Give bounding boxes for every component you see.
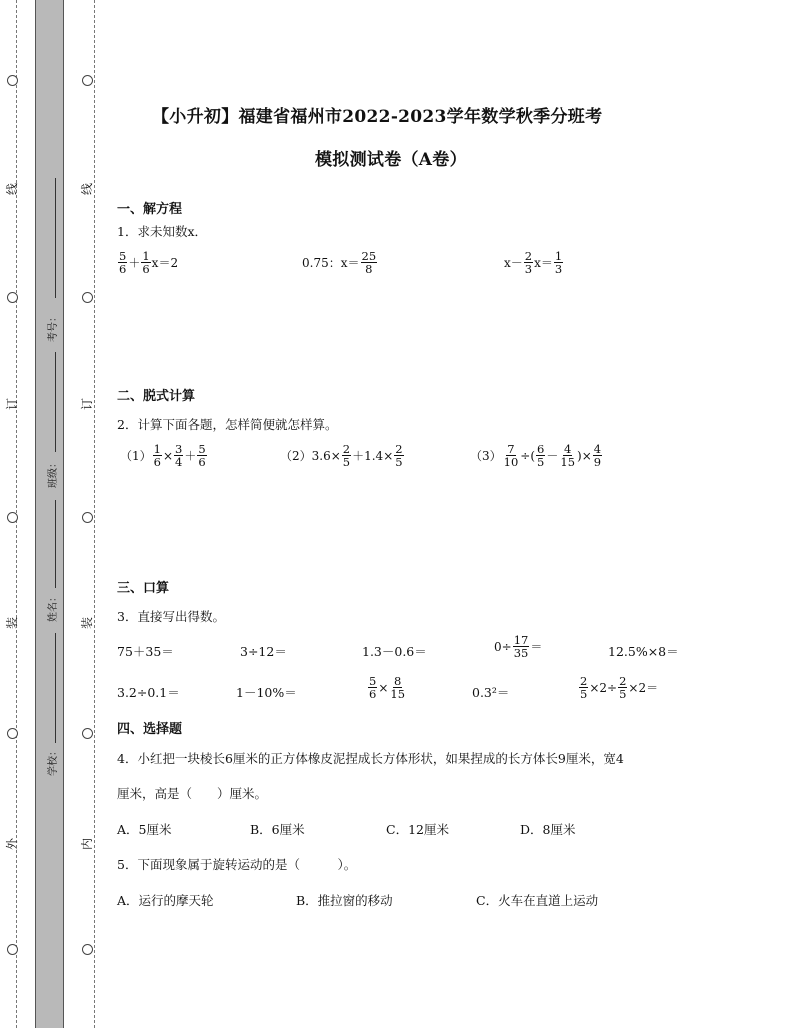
option-c[interactable]: C．火车在直道上运动	[476, 893, 599, 908]
denominator: 9	[593, 455, 602, 469]
numerator: 25	[361, 249, 377, 263]
fraction	[361, 250, 378, 275]
option-b[interactable]: B．6厘米	[250, 822, 305, 837]
denominator: 5	[580, 687, 588, 701]
denominator: 15	[560, 455, 576, 469]
fraction	[141, 250, 150, 275]
numerator: 1	[153, 442, 161, 456]
fraction	[174, 443, 183, 468]
denominator: 5	[619, 687, 627, 701]
binding-hole	[7, 728, 18, 739]
denominator: 6	[142, 262, 150, 276]
equation-prefix: x－	[504, 256, 523, 270]
cut-mark-outer: 外	[5, 838, 19, 851]
denominator: 6	[198, 455, 206, 469]
fraction	[153, 443, 162, 468]
numerator: 17	[513, 633, 529, 647]
operator: ÷(	[520, 448, 536, 463]
equation-middle: x＝	[534, 256, 553, 270]
inner-dashed-line	[94, 0, 95, 1028]
mental-item: 1－10%＝	[236, 685, 297, 700]
numerator: 1	[554, 249, 563, 263]
numerator: 2	[580, 674, 588, 688]
operator: )×	[577, 448, 592, 463]
mental-item: 3÷12＝	[240, 644, 287, 659]
fraction	[503, 443, 520, 468]
question-4-line-2: 厘米，高是（ ）厘米。	[117, 786, 268, 801]
numerator: 5	[198, 442, 206, 456]
question-1: 1．求未知数x．	[117, 224, 208, 239]
denominator: 4	[175, 455, 183, 469]
fraction	[524, 250, 533, 275]
numerator: 6	[537, 442, 545, 456]
fraction	[579, 675, 588, 700]
option-b[interactable]: B．推拉窗的移动	[296, 893, 393, 908]
fraction	[554, 250, 563, 275]
binding-hole	[82, 75, 93, 86]
question-4-line-1: 4．小红把一块棱长6厘米的正方体橡皮泥捏成长方体形状，如果捏成的长方体长9厘米，宽4	[117, 751, 624, 766]
section-heading-mental-math: 三、口算	[117, 581, 170, 596]
numerator: 4	[593, 442, 602, 456]
denominator: 3	[554, 262, 563, 276]
problem-label: （3）	[470, 449, 502, 463]
problem-label: （1）	[120, 449, 152, 463]
numerator: 2	[395, 442, 403, 456]
denominator: 5	[342, 455, 351, 469]
cut-mark-outer: 装	[5, 617, 19, 630]
mental-item: 12.5%×8＝	[608, 644, 679, 659]
denominator: 5	[395, 455, 403, 469]
school-fill-line[interactable]	[55, 633, 56, 743]
mental-item: 0.3²＝	[472, 685, 510, 700]
fraction	[342, 443, 351, 468]
fraction	[389, 675, 406, 700]
denominator: 15	[390, 687, 406, 701]
expression-suffix: ＝	[530, 640, 543, 654]
class-fill-line[interactable]	[55, 352, 56, 452]
question-5: 5．下面现象属于旋转运动的是（ ）。	[117, 857, 357, 872]
fraction	[559, 443, 576, 468]
numerator: 8	[394, 674, 402, 688]
binding-hole	[82, 944, 93, 955]
denominator: 35	[513, 646, 529, 660]
option-a[interactable]: A．运行的摩天轮	[117, 893, 214, 908]
option-a[interactable]: A．5厘米	[117, 822, 172, 837]
problem-2-1	[120, 443, 208, 468]
mental-item	[494, 634, 542, 659]
expression-middle: ＋1.4×	[352, 449, 394, 463]
numerator: 2	[342, 442, 351, 456]
fraction	[368, 675, 377, 700]
page-subtitle: 模拟测试卷（A卷）	[315, 150, 467, 170]
exam-number-label: 考号：	[48, 312, 59, 342]
mental-item: 75＋35＝	[117, 644, 174, 659]
option-c[interactable]: C．12厘米	[386, 822, 449, 837]
fraction	[618, 675, 627, 700]
equation-rest: x＝2	[151, 256, 179, 270]
mental-item	[578, 675, 658, 700]
denominator: 10	[503, 455, 519, 469]
fraction	[593, 443, 602, 468]
operator: ×2＝	[628, 681, 659, 695]
question-2: 2．计算下面各题，怎样简便就怎样算。	[117, 417, 338, 432]
equation-prefix: 0.75：x＝	[302, 256, 360, 270]
problem-2-2	[280, 443, 405, 468]
problem-2-3	[470, 443, 603, 468]
cut-mark-inner: 订	[80, 398, 94, 411]
numerator: 2	[524, 249, 533, 263]
mental-item: 1.3－0.6＝	[362, 644, 427, 659]
binding-strip	[35, 0, 64, 1028]
numerator: 7	[507, 442, 515, 456]
school-label: 学校：	[48, 746, 59, 776]
mental-item: 3.2÷0.1＝	[117, 685, 180, 700]
numerator: 2	[619, 674, 627, 688]
binding-hole	[7, 75, 18, 86]
section-heading-multiple-choice: 四、选择题	[117, 722, 183, 737]
expression-prefix: 3.6×	[311, 448, 341, 463]
question-3: 3．直接写出得数。	[117, 609, 225, 624]
denominator: 6	[369, 687, 377, 701]
cut-mark-outer: 线	[5, 183, 19, 196]
binding-hole	[7, 292, 18, 303]
numerator: 5	[119, 249, 127, 263]
denominator: 6	[153, 455, 161, 469]
operator: ×	[162, 448, 174, 463]
numerator: 4	[564, 442, 572, 456]
section-heading-calculation: 二、脱式计算	[117, 389, 196, 404]
cut-mark-outer: 订	[5, 398, 19, 411]
denominator: 6	[119, 262, 127, 276]
class-label: 班级：	[48, 458, 59, 488]
denominator: 3	[524, 262, 533, 276]
cut-mark-inner: 线	[80, 183, 94, 196]
cut-mark-inner: 装	[80, 617, 94, 630]
numerator: 3	[175, 442, 183, 456]
binding-hole	[7, 512, 18, 523]
section-heading-equations: 一、解方程	[117, 202, 183, 217]
mental-item	[367, 675, 407, 700]
binding-hole	[82, 728, 93, 739]
equation-2	[302, 250, 378, 275]
denominator: 5	[537, 455, 545, 469]
problem-label: （2）	[280, 449, 312, 463]
expression-prefix: 0÷	[494, 639, 512, 654]
operator: ＋	[128, 256, 141, 270]
fraction	[513, 634, 530, 659]
cut-mark-inner: 内	[80, 838, 94, 851]
fraction	[197, 443, 206, 468]
operator: ×2÷	[589, 680, 618, 695]
operator: ×	[378, 680, 389, 695]
equation-3	[504, 250, 564, 275]
operator: －	[546, 449, 559, 463]
fraction	[536, 443, 545, 468]
equation-1	[117, 250, 178, 275]
binding-hole	[7, 944, 18, 955]
operator: ＋	[184, 449, 197, 463]
denominator: 8	[365, 262, 373, 276]
page-title: 【小升初】福建省福州市2022-2023学年数学秋季分班考	[152, 107, 603, 127]
numerator: 1	[142, 249, 150, 263]
binding-hole	[82, 292, 93, 303]
exam-number-fill-line[interactable]	[55, 178, 56, 298]
fraction	[118, 250, 127, 275]
numerator: 5	[369, 674, 377, 688]
option-d[interactable]: D．8厘米	[520, 822, 576, 837]
name-fill-line[interactable]	[55, 500, 56, 588]
binding-hole	[82, 512, 93, 523]
fraction	[394, 443, 403, 468]
name-label: 姓名：	[48, 592, 59, 622]
